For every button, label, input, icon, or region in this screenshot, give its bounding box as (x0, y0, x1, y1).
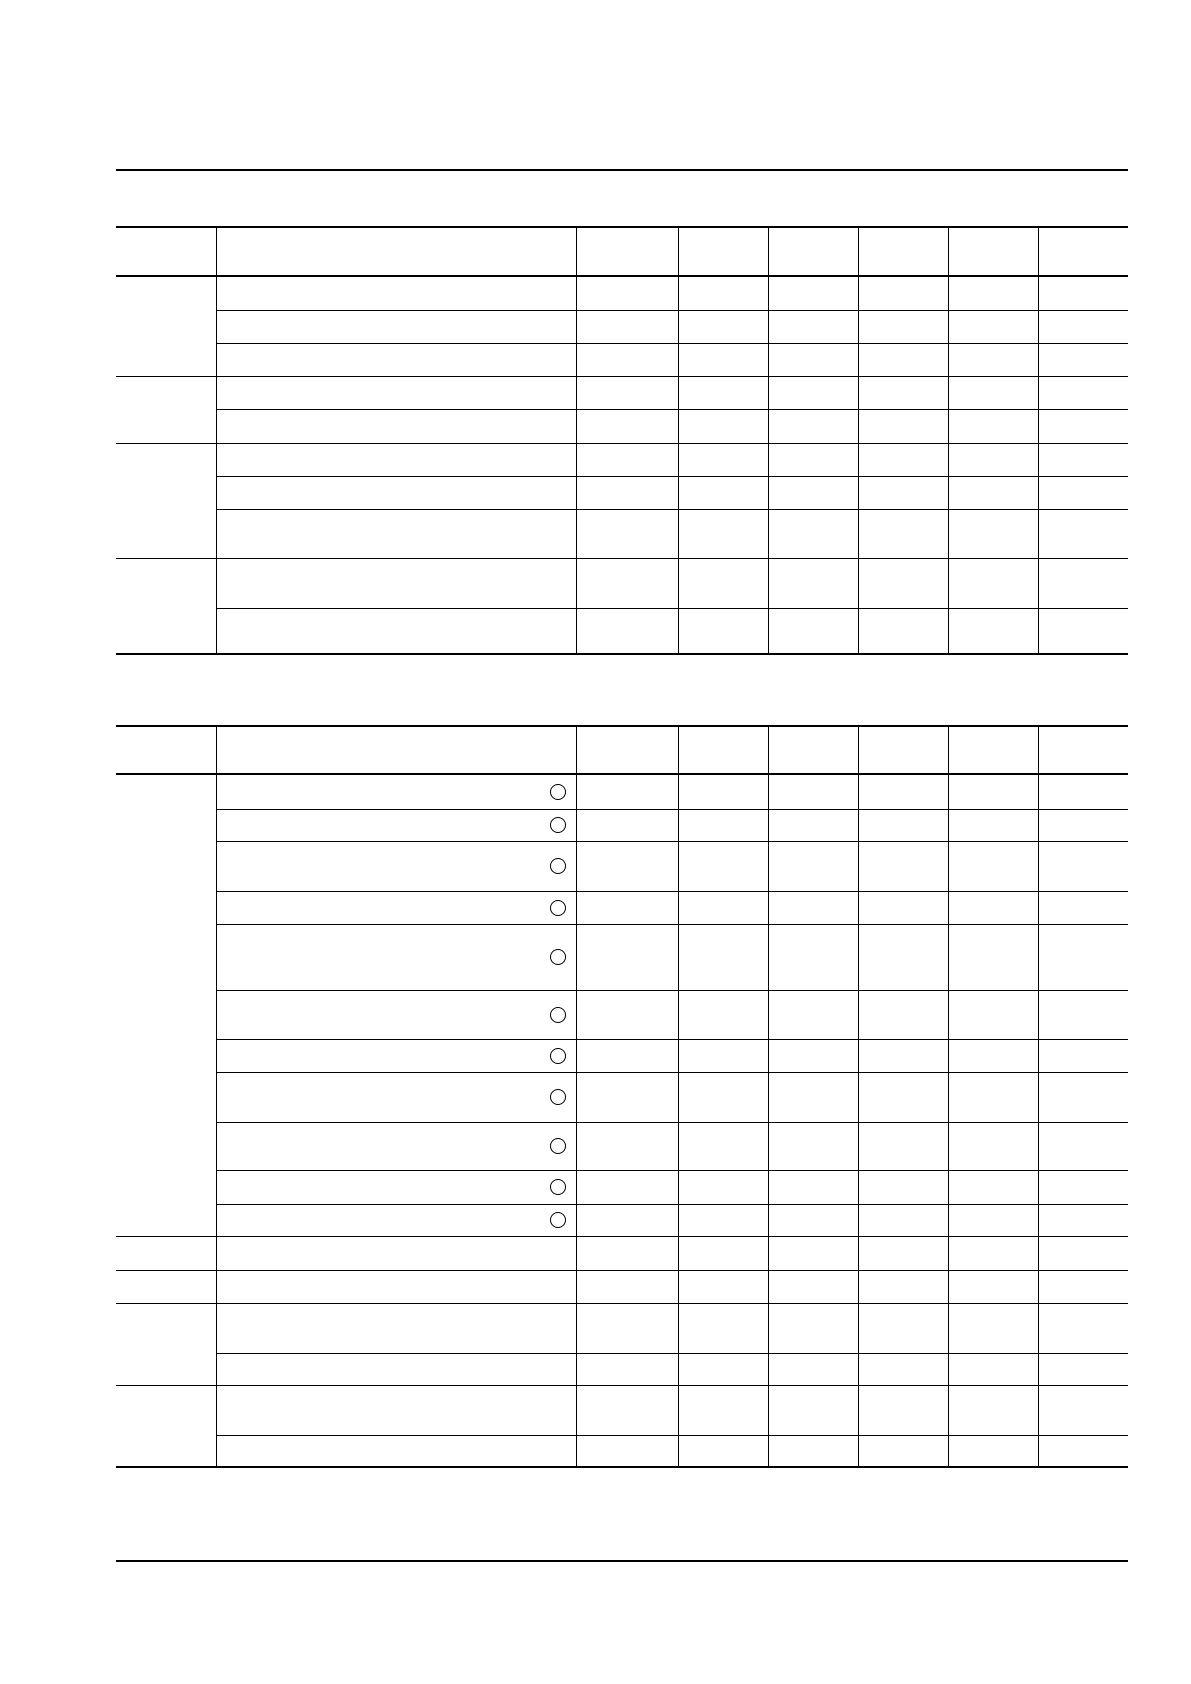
value-cell (576, 1353, 678, 1385)
value-cell (858, 276, 948, 310)
value-cell (948, 990, 1038, 1039)
table-row (116, 409, 1128, 443)
value-cell (576, 558, 678, 608)
value-cell (678, 1353, 768, 1385)
value-cell (858, 376, 948, 409)
value-cell (576, 1204, 678, 1236)
value-cell (858, 509, 948, 558)
header-cell (576, 726, 678, 774)
value-cell (678, 558, 768, 608)
table-row (116, 924, 1128, 990)
item-cell (216, 891, 576, 924)
value-cell (768, 443, 858, 476)
table-row (116, 1385, 1128, 1435)
item-cell (216, 1122, 576, 1170)
value-cell (1038, 1435, 1128, 1467)
value-cell (768, 409, 858, 443)
value-cell (678, 924, 768, 990)
value-cell (858, 1435, 948, 1467)
item-cell (216, 1270, 576, 1303)
table-row (116, 1072, 1128, 1122)
value-cell (858, 1170, 948, 1204)
value-cell (948, 809, 1038, 841)
group-label-cell (116, 1236, 216, 1270)
value-cell (678, 841, 768, 891)
group-label-cell (116, 558, 216, 654)
header-cell (576, 227, 678, 276)
value-cell (948, 343, 1038, 376)
value-cell (576, 476, 678, 509)
value-cell (1038, 310, 1128, 343)
value-cell (858, 443, 948, 476)
value-cell (678, 509, 768, 558)
value-cell (576, 276, 678, 310)
header-cell (678, 227, 768, 276)
value-cell (678, 774, 768, 809)
circle-icon (550, 900, 566, 916)
group-label-cell (116, 1270, 216, 1303)
value-cell (768, 476, 858, 509)
value-cell (1038, 774, 1128, 809)
value-cell (768, 924, 858, 990)
circle-icon (550, 784, 566, 800)
group-label-cell (116, 1385, 216, 1467)
item-cell (216, 509, 576, 558)
item-cell (216, 343, 576, 376)
value-cell (768, 1353, 858, 1385)
group-label-cell (116, 443, 216, 558)
value-cell (678, 1204, 768, 1236)
item-cell (216, 1072, 576, 1122)
item-cell (216, 310, 576, 343)
table-2 (116, 725, 1128, 1468)
value-cell (576, 841, 678, 891)
value-cell (768, 1303, 858, 1353)
value-cell (1038, 1072, 1128, 1122)
value-cell (858, 1072, 948, 1122)
header-cell (858, 227, 948, 276)
table-row (116, 891, 1128, 924)
value-cell (858, 409, 948, 443)
item-cell (216, 809, 576, 841)
value-cell (948, 409, 1038, 443)
header-row (116, 726, 1128, 774)
value-cell (576, 409, 678, 443)
value-cell (948, 276, 1038, 310)
table-row (116, 1122, 1128, 1170)
value-cell (576, 1170, 678, 1204)
value-cell (768, 276, 858, 310)
value-cell (768, 558, 858, 608)
value-cell (1038, 343, 1128, 376)
table-row (116, 1353, 1128, 1385)
value-cell (1038, 924, 1128, 990)
circle-icon (550, 1007, 566, 1023)
value-cell (1038, 443, 1128, 476)
table-row (116, 1170, 1128, 1204)
value-cell (1038, 509, 1128, 558)
value-cell (858, 1353, 948, 1385)
value-cell (768, 509, 858, 558)
value-cell (678, 1039, 768, 1072)
value-cell (948, 376, 1038, 409)
value-cell (576, 343, 678, 376)
item-cell (216, 1204, 576, 1236)
value-cell (948, 476, 1038, 509)
value-cell (768, 1270, 858, 1303)
header-cell (948, 726, 1038, 774)
value-cell (678, 1303, 768, 1353)
item-cell (216, 1236, 576, 1270)
value-cell (678, 409, 768, 443)
value-cell (948, 1435, 1038, 1467)
value-cell (678, 443, 768, 476)
value-cell (576, 1385, 678, 1435)
value-cell (948, 1170, 1038, 1204)
value-cell (1038, 809, 1128, 841)
header-cell (948, 227, 1038, 276)
value-cell (576, 1270, 678, 1303)
value-cell (1038, 1204, 1128, 1236)
value-cell (678, 1122, 768, 1170)
table-row (116, 558, 1128, 608)
value-cell (768, 1170, 858, 1204)
table-row (116, 1303, 1128, 1353)
value-cell (678, 1385, 768, 1435)
table-row (116, 774, 1128, 809)
value-cell (1038, 1353, 1128, 1385)
value-cell (948, 1270, 1038, 1303)
value-cell (948, 1353, 1038, 1385)
value-cell (948, 509, 1038, 558)
item-cell (216, 841, 576, 891)
header-row (116, 227, 1128, 276)
item-cell (216, 1385, 576, 1435)
value-cell (948, 1236, 1038, 1270)
value-cell (858, 809, 948, 841)
value-cell (948, 608, 1038, 654)
circle-icon (550, 1048, 566, 1064)
table-row (116, 841, 1128, 891)
item-cell (216, 924, 576, 990)
value-cell (1038, 1236, 1128, 1270)
value-cell (858, 774, 948, 809)
value-cell (768, 990, 858, 1039)
value-cell (678, 1072, 768, 1122)
value-cell (858, 924, 948, 990)
value-cell (678, 343, 768, 376)
value-cell (576, 891, 678, 924)
table-row (116, 376, 1128, 409)
item-cell (216, 1303, 576, 1353)
table-row (116, 310, 1128, 343)
value-cell (858, 476, 948, 509)
value-cell (858, 1122, 948, 1170)
value-cell (1038, 1039, 1128, 1072)
item-cell (216, 409, 576, 443)
value-cell (576, 443, 678, 476)
value-cell (678, 891, 768, 924)
group-label-cell (116, 1303, 216, 1385)
item-cell (216, 558, 576, 608)
value-cell (858, 841, 948, 891)
value-cell (1038, 1385, 1128, 1435)
value-cell (1038, 376, 1128, 409)
table-row (116, 1236, 1128, 1270)
value-cell (768, 1385, 858, 1435)
group-label-cell (116, 376, 216, 443)
header-cell (1038, 227, 1128, 276)
value-cell (858, 1385, 948, 1435)
value-cell (768, 343, 858, 376)
value-cell (678, 476, 768, 509)
header-rule (116, 169, 1128, 171)
circle-icon (550, 949, 566, 965)
table-row (116, 1204, 1128, 1236)
value-cell (948, 558, 1038, 608)
value-cell (678, 990, 768, 1039)
table-row (116, 476, 1128, 509)
value-cell (858, 310, 948, 343)
value-cell (768, 1236, 858, 1270)
value-cell (678, 376, 768, 409)
item-cell (216, 476, 576, 509)
value-cell (768, 310, 858, 343)
value-cell (576, 608, 678, 654)
footer-rule (116, 1560, 1128, 1562)
item-cell (216, 276, 576, 310)
value-cell (948, 310, 1038, 343)
value-cell (1038, 1170, 1128, 1204)
value-cell (948, 1122, 1038, 1170)
value-cell (858, 891, 948, 924)
value-cell (576, 1236, 678, 1270)
value-cell (768, 1039, 858, 1072)
value-cell (858, 1236, 948, 1270)
value-cell (576, 809, 678, 841)
value-cell (768, 774, 858, 809)
circle-icon (550, 1212, 566, 1228)
value-cell (678, 1435, 768, 1467)
header-cell (116, 726, 216, 774)
header-cell (216, 227, 576, 276)
value-cell (576, 1039, 678, 1072)
value-cell (768, 841, 858, 891)
group-label-cell (116, 774, 216, 1236)
value-cell (1038, 1303, 1128, 1353)
value-cell (768, 1204, 858, 1236)
value-cell (948, 1204, 1038, 1236)
table-row (116, 509, 1128, 558)
group-label-cell (116, 276, 216, 376)
value-cell (678, 1170, 768, 1204)
value-cell (858, 1039, 948, 1072)
header-cell (678, 726, 768, 774)
value-cell (1038, 558, 1128, 608)
value-cell (678, 1270, 768, 1303)
value-cell (858, 1270, 948, 1303)
value-cell (768, 809, 858, 841)
header-cell (768, 726, 858, 774)
value-cell (768, 1072, 858, 1122)
value-cell (1038, 608, 1128, 654)
value-cell (858, 558, 948, 608)
table-row (116, 809, 1128, 841)
header-cell (1038, 726, 1128, 774)
item-cell (216, 376, 576, 409)
value-cell (768, 608, 858, 654)
value-cell (948, 891, 1038, 924)
table-row (116, 276, 1128, 310)
table-row (116, 990, 1128, 1039)
circle-icon (550, 1179, 566, 1195)
item-cell (216, 1353, 576, 1385)
value-cell (948, 1303, 1038, 1353)
table-row (116, 1435, 1128, 1467)
value-cell (858, 1303, 948, 1353)
header-cell (858, 726, 948, 774)
value-cell (858, 990, 948, 1039)
item-cell (216, 443, 576, 476)
value-cell (1038, 1122, 1128, 1170)
value-cell (1038, 891, 1128, 924)
value-cell (576, 1303, 678, 1353)
item-cell (216, 1039, 576, 1072)
value-cell (948, 774, 1038, 809)
value-cell (948, 1385, 1038, 1435)
item-cell (216, 1170, 576, 1204)
circle-icon (550, 817, 566, 833)
value-cell (948, 1072, 1038, 1122)
value-cell (948, 924, 1038, 990)
value-cell (576, 1122, 678, 1170)
item-cell (216, 774, 576, 809)
header-cell (116, 227, 216, 276)
value-cell (948, 1039, 1038, 1072)
table-row (116, 608, 1128, 654)
value-cell (576, 310, 678, 343)
value-cell (768, 891, 858, 924)
value-cell (576, 774, 678, 809)
circle-icon (550, 1089, 566, 1105)
value-cell (678, 608, 768, 654)
table-row (116, 1270, 1128, 1303)
item-cell (216, 1435, 576, 1467)
value-cell (1038, 276, 1128, 310)
value-cell (1038, 476, 1128, 509)
value-cell (678, 276, 768, 310)
circle-icon (550, 858, 566, 874)
value-cell (858, 343, 948, 376)
value-cell (576, 376, 678, 409)
value-cell (1038, 990, 1128, 1039)
item-cell (216, 608, 576, 654)
value-cell (948, 841, 1038, 891)
value-cell (1038, 841, 1128, 891)
value-cell (768, 1435, 858, 1467)
value-cell (948, 443, 1038, 476)
value-cell (678, 809, 768, 841)
value-cell (678, 1236, 768, 1270)
value-cell (576, 1072, 678, 1122)
value-cell (576, 924, 678, 990)
table-row (116, 1039, 1128, 1072)
table-1 (116, 226, 1128, 655)
value-cell (768, 1122, 858, 1170)
value-cell (678, 310, 768, 343)
value-cell (576, 990, 678, 1039)
item-cell (216, 990, 576, 1039)
value-cell (768, 376, 858, 409)
header-cell (216, 726, 576, 774)
value-cell (576, 1435, 678, 1467)
value-cell (1038, 1270, 1128, 1303)
table-row (116, 443, 1128, 476)
header-cell (768, 227, 858, 276)
value-cell (858, 608, 948, 654)
value-cell (858, 1204, 948, 1236)
circle-icon (550, 1138, 566, 1154)
table-row (116, 343, 1128, 376)
value-cell (576, 509, 678, 558)
value-cell (1038, 409, 1128, 443)
